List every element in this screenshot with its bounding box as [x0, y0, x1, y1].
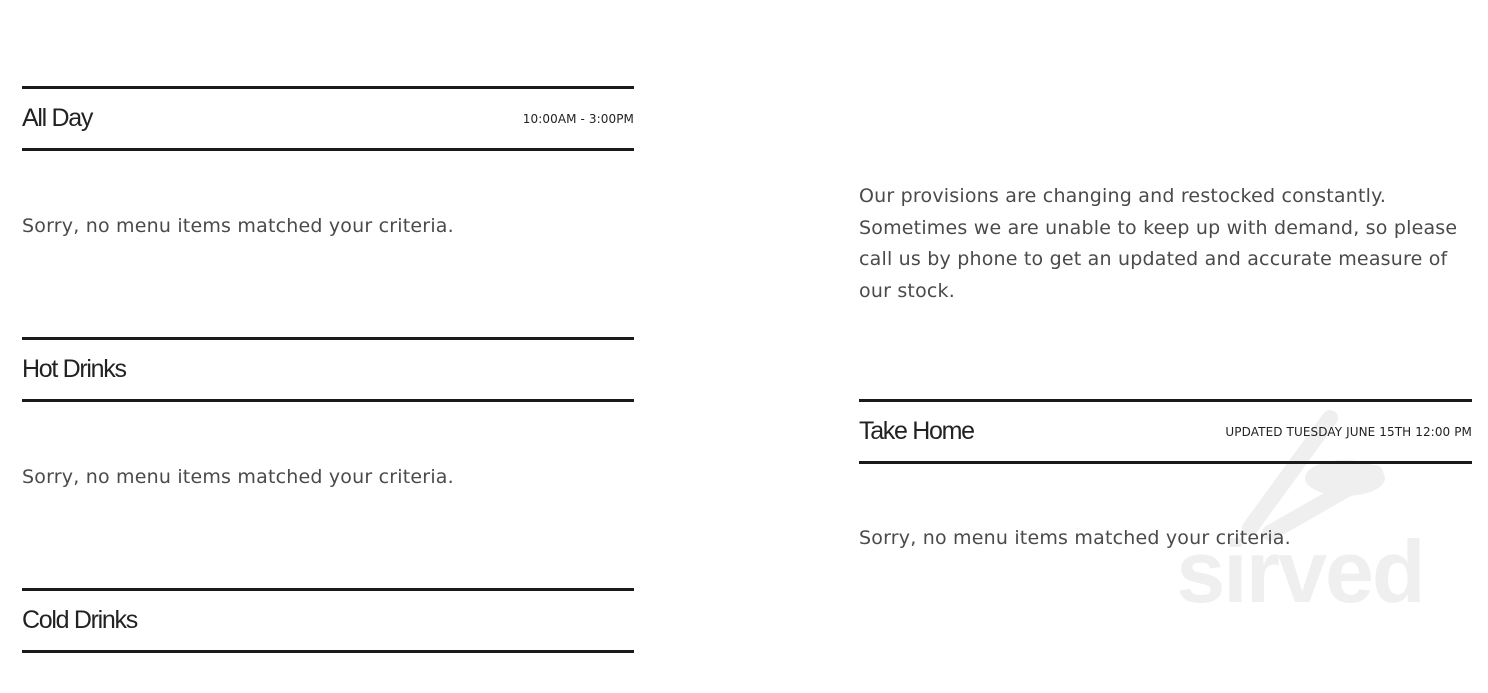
section-title-hot-drinks: Hot Drinks: [22, 355, 126, 383]
provisions-intro-text: Our provisions are changing and restocked constantly. Sometimes we are unable to keep up with demand, so please call us by phone to get an updated and accurate measure of our stock.: [859, 185, 1458, 302]
section-title-cold-drinks: Cold Drinks: [22, 606, 137, 634]
section-title-all-day: All Day: [22, 104, 93, 132]
menu-section-header-hot-drinks: [22, 337, 634, 402]
section-updated-timestamp: UPDATED TUESDAY JUNE 15TH 12:00 PM: [1225, 424, 1472, 439]
menu-section-header-all-day: [22, 86, 634, 151]
empty-message-take-home: Sorry, no menu items matched your criteria.: [859, 527, 1291, 549]
empty-message-hot-drinks: Sorry, no menu items matched your criteria.: [22, 466, 454, 488]
section-title-take-home: Take Home: [859, 417, 974, 445]
empty-message-all-day: Sorry, no menu items matched your criteria.: [22, 215, 454, 237]
watermark-text: sirved: [1176, 522, 1424, 621]
section-hours: 10:00AM - 3:00PM: [522, 111, 634, 126]
menu-section-header-cold-drinks: [22, 588, 634, 653]
menu-section-header-take-home: [859, 399, 1472, 464]
